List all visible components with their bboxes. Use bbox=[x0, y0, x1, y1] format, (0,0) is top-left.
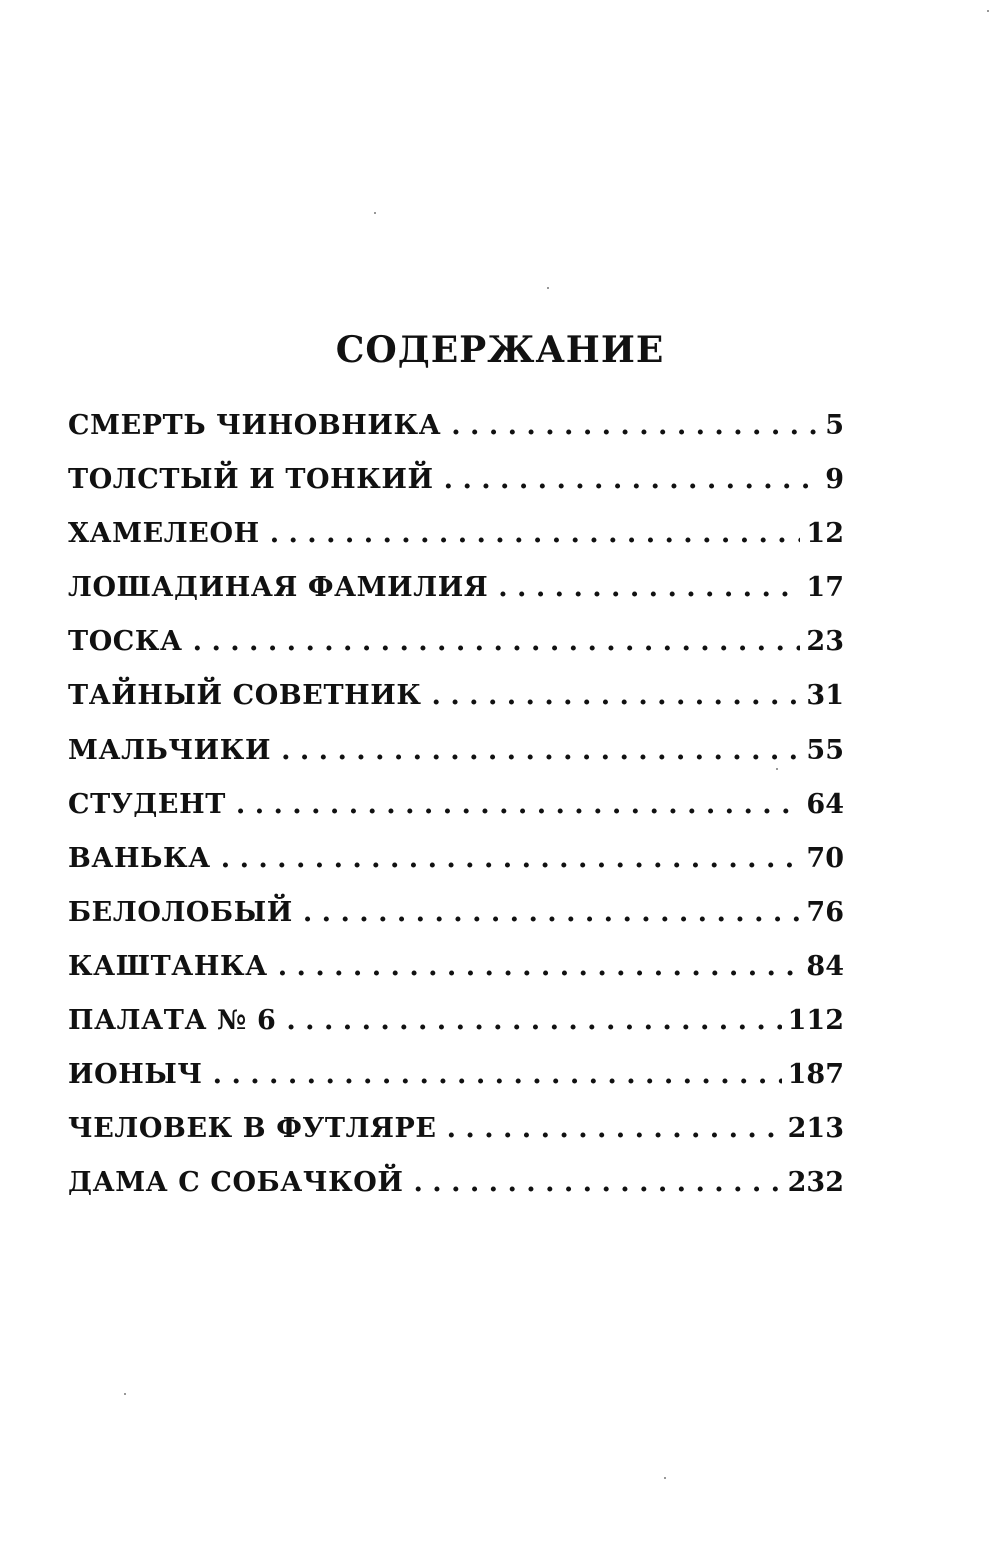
toc-entry-title: ИОНЫЧ bbox=[68, 1059, 203, 1091]
toc-page-number: 12 bbox=[806, 518, 844, 550]
toc-entry-title: СМЕРТЬ ЧИНОВНИКА bbox=[68, 410, 442, 441]
toc-entry-title: КАШТАНКА bbox=[68, 950, 268, 982]
toc-entry bbox=[68, 729, 844, 783]
toc-entry-title: ПАЛАТА № 6 bbox=[68, 1005, 277, 1037]
toc-entry bbox=[68, 1053, 844, 1107]
dot-leader bbox=[281, 729, 800, 773]
dot-leader bbox=[447, 1107, 782, 1151]
toc-entry bbox=[68, 674, 844, 728]
dot-leader bbox=[278, 945, 801, 989]
table-of-contents bbox=[68, 404, 844, 1215]
scan-speck bbox=[124, 1393, 126, 1395]
toc-entry-title: ЧЕЛОВЕК В ФУТЛЯРЕ bbox=[68, 1113, 437, 1145]
toc-page-number: 5 bbox=[825, 410, 844, 441]
toc-page-number: 17 bbox=[806, 572, 844, 604]
scan-speck bbox=[664, 1477, 666, 1479]
toc-entry-title: ТОСКА bbox=[68, 626, 183, 658]
toc-page-number: 112 bbox=[787, 1005, 844, 1037]
toc-entry bbox=[68, 1107, 844, 1161]
toc-page-number: 31 bbox=[806, 680, 844, 712]
dot-leader bbox=[270, 512, 801, 556]
toc-entry bbox=[68, 999, 844, 1053]
toc-entry-title: ВАНЬКА bbox=[68, 842, 211, 874]
toc-entry-title: ТАЙНЫЙ СОВЕТНИК bbox=[68, 680, 422, 712]
toc-entry bbox=[68, 945, 844, 999]
scan-speck bbox=[374, 212, 376, 214]
toc-entry bbox=[68, 566, 844, 620]
toc-page-number: 9 bbox=[825, 464, 844, 496]
toc-page-number: 55 bbox=[806, 734, 844, 766]
dot-leader bbox=[413, 1161, 781, 1205]
dot-leader bbox=[303, 891, 801, 935]
dot-leader bbox=[286, 999, 781, 1043]
toc-entry-title: СТУДЕНТ bbox=[68, 788, 226, 820]
toc-entry-title: МАЛЬЧИКИ bbox=[68, 734, 272, 766]
dot-leader bbox=[221, 837, 801, 881]
toc-entry bbox=[68, 512, 844, 566]
toc-page-number: 84 bbox=[806, 950, 844, 982]
dot-leader bbox=[498, 566, 800, 610]
scan-speck bbox=[547, 287, 549, 289]
dot-leader bbox=[213, 1053, 782, 1097]
toc-entry-title: ТОЛСТЫЙ И ТОНКИЙ bbox=[68, 464, 434, 496]
toc-page-number: 232 bbox=[787, 1167, 844, 1199]
dot-leader bbox=[236, 783, 801, 827]
toc-entry bbox=[68, 891, 844, 945]
toc-page-number: 64 bbox=[806, 788, 844, 820]
toc-entry bbox=[68, 1161, 844, 1215]
toc-page-number: 23 bbox=[806, 626, 844, 658]
scan-speck bbox=[776, 768, 778, 770]
page-title: СОДЕРЖАНИЕ bbox=[335, 329, 665, 371]
toc-page-number: 70 bbox=[806, 842, 844, 874]
dot-leader bbox=[451, 404, 819, 448]
dot-leader bbox=[432, 674, 801, 718]
dot-leader bbox=[444, 458, 820, 502]
toc-entry-title: БЕЛОЛОБЫЙ bbox=[68, 896, 293, 928]
toc-page-number: 187 bbox=[787, 1059, 844, 1091]
toc-entry bbox=[68, 620, 844, 674]
toc-entry bbox=[68, 837, 844, 891]
toc-page-number: 213 bbox=[787, 1113, 844, 1145]
toc-entry-title: ХАМЕЛЕОН bbox=[68, 518, 260, 550]
scan-speck bbox=[987, 10, 989, 12]
toc-entry-title: ДАМА С СОБАЧКОЙ bbox=[68, 1167, 404, 1199]
toc-entry bbox=[68, 458, 844, 512]
toc-entry bbox=[68, 404, 844, 458]
toc-entry bbox=[68, 783, 844, 837]
toc-page-number: 76 bbox=[806, 896, 844, 928]
dot-leader bbox=[193, 620, 801, 664]
toc-entry-title: ЛОШАДИНАЯ ФАМИЛИЯ bbox=[68, 572, 489, 604]
